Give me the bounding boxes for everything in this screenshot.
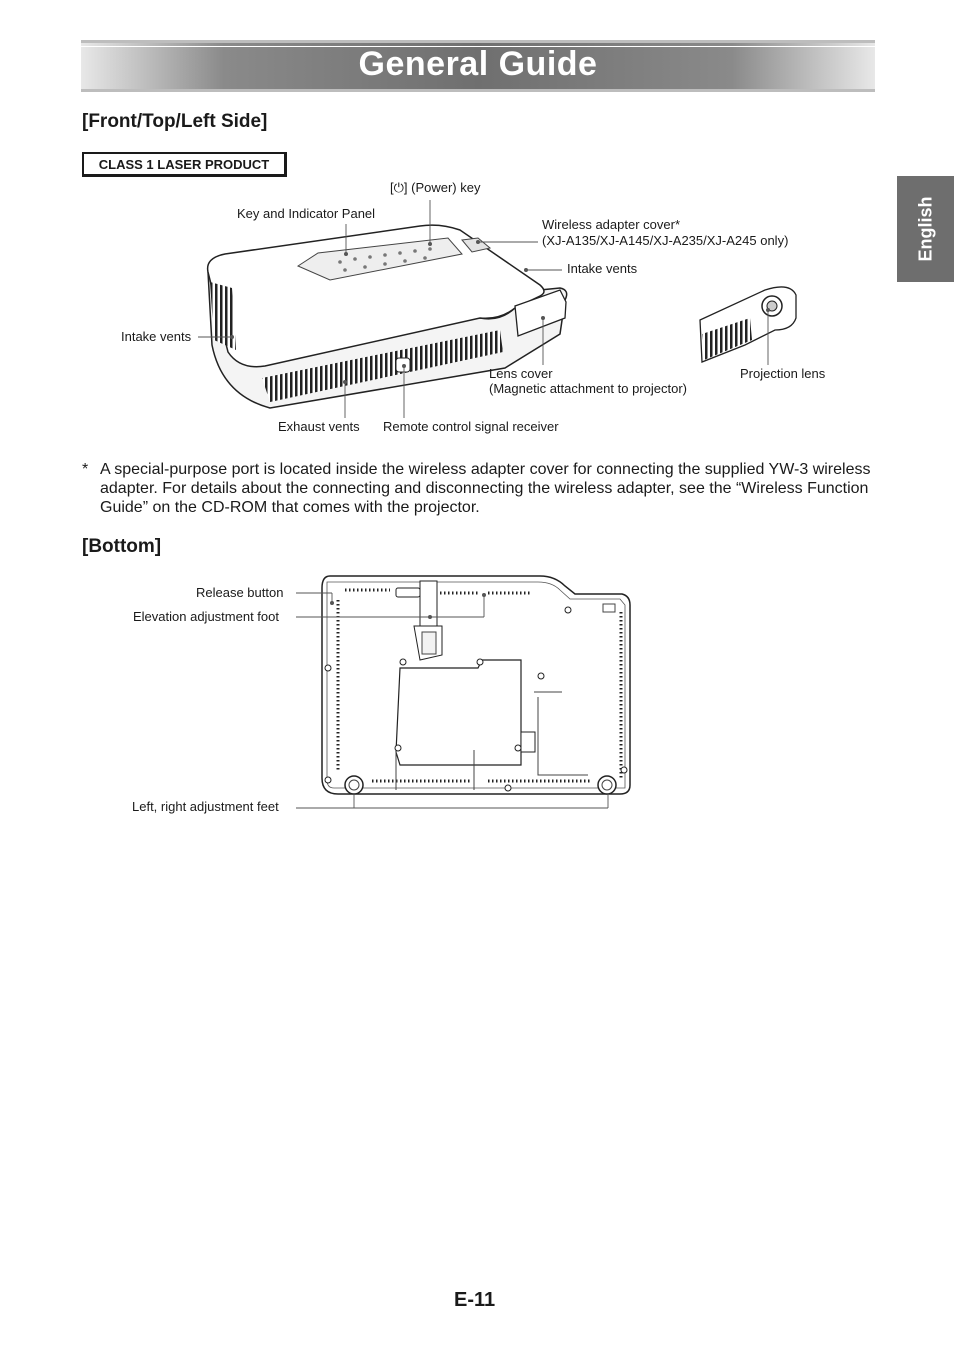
footnote-text: A special-purpose port is located inside the wireless adapter cover for connecting the supplied YW-3 wireless adapter. For details about the connecting and disconnecting the wireless adapter, see the “Wireless Function Guide” on the CD-ROM that comes with the projector.: [100, 461, 871, 516]
language-tab-label: English: [915, 196, 935, 262]
label-adjustment-feet: Left, right adjustment feet: [132, 799, 279, 814]
page-title: General Guide: [358, 45, 598, 83]
label-power-key: [⏻] (Power) key: [390, 180, 481, 195]
page-number: E-11: [454, 1289, 496, 1311]
label-intake-vents-right: Intake vents: [567, 261, 638, 276]
label-release-button: Release button: [196, 585, 284, 600]
elevation-foot-shape: [420, 581, 437, 626]
release-button-shape: [396, 588, 420, 597]
label-key-panel: Key and Indicator Panel: [237, 206, 376, 221]
label-lens-cover-note: (Magnetic attachment to projector): [489, 381, 687, 396]
left-adjustment-foot-shape: [345, 776, 363, 794]
bottom-center-plate: [396, 660, 521, 765]
footnote-marker: *: [82, 461, 89, 478]
label-remote-receiver: Remote control signal receiver: [383, 419, 559, 434]
label-intake-vents-left: Intake vents: [121, 329, 192, 344]
label-exhaust-vents: Exhaust vents: [278, 419, 360, 434]
label-elevation-foot: Elevation adjustment foot: [133, 609, 279, 624]
label-lens-cover: Lens cover: [489, 366, 553, 381]
section-heading-front: [Front/Top/Left Side]: [82, 111, 268, 132]
label-wireless-models: (XJ-A135/XJ-A145/XJ-A235/XJ-A245 only): [542, 233, 789, 248]
laser-product-label: CLASS 1 LASER PRODUCT: [82, 152, 287, 177]
projector-bottom-illustration: [322, 576, 630, 794]
right-adjustment-foot-shape: [598, 776, 616, 794]
section-heading-bottom: [Bottom]: [82, 536, 162, 557]
label-projection-lens: Projection lens: [740, 366, 826, 381]
label-wireless-cover: Wireless adapter cover*: [542, 217, 680, 232]
